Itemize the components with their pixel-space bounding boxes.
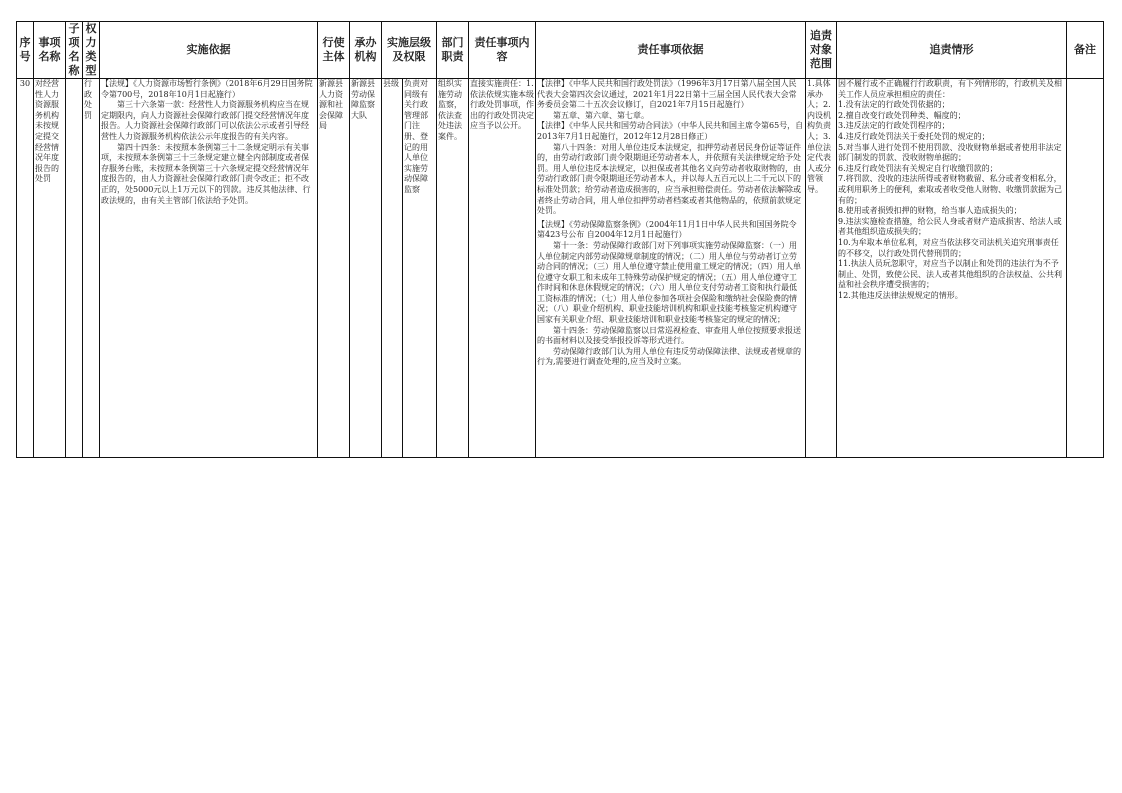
responsibility-table: [16, 21, 1104, 458]
circumstance-item: 9.违法实施检查措施，给公民人身或者财产造成损害、给法人或者其他组织造成损失的；: [838, 216, 1062, 237]
circumstance-item: 3.违反法定的行政处罚程序的；: [838, 121, 950, 131]
header-duty: 部门职责: [437, 22, 469, 79]
header-content: 责任事项内容: [469, 22, 536, 79]
cell-scope: 1.具体承办人；2.内设机构负责人；3.单位法定代表人或分管领导。: [806, 79, 837, 458]
cell-duty: 组织实施劳动监察，依法查处违法案件。: [437, 79, 469, 458]
cell-resp-basis: [536, 79, 806, 458]
cell-remark: [1067, 79, 1104, 458]
header-sub-item: 子项名称: [66, 22, 83, 79]
basis-article-44: 第四十四条：未按照本条例第三十二条规定明示有关事项，未按照本条例第三十三条规定建立健全内部制度或者保存服务台账，未按照本条例第三十六条规定提交经营情况年度报告的，由人力资源社会保障行政部门责令改正；拒不改正的，处5000元以上1万元以下的罚款。违反其他法律、行政法规的，由有关主管部门依法给予处罚。: [101, 142, 311, 205]
header-circumstances: 追责情形: [837, 22, 1067, 79]
header-agency: 承办机构: [350, 22, 382, 79]
header-subject: 行使主体: [318, 22, 350, 79]
circumstance-item: 4.违反行政处罚法关于委托处罚的规定的；: [838, 131, 990, 141]
cell-circumstances: [837, 79, 1067, 458]
cell-level: [382, 79, 437, 458]
resp-basis-law-2: 【法律】《中华人民共和国劳动合同法》（中华人民共和国主席令第65号，自2013年7月1日起施行，2012年12月28日修正）: [537, 121, 804, 141]
cell-sub-item: [66, 79, 83, 458]
header-basis: 实施依据: [100, 22, 318, 79]
cell-agency: 新源县劳动保障监察大队: [350, 79, 382, 458]
circumstance-item: 8.使用或者损毁扣押的财物，给当事人造成损失的；: [838, 206, 1022, 216]
resp-basis-article-84: 第八十四条：对用人单位违反本法规定，扣押劳动者居民身份证等证件的，由劳动行政部门责令限期退还劳动者本人，并依照有关法律规定给予处罚。用人单位违反本法规定，以担保或者其他名义向劳动者收取财物的，由劳动行政部门责令限期退还劳动者本人，并以每人五百元以上二千元以下的标准处罚款；给劳动者造成损害的，应当承担赔偿责任。劳动者依法解除或者终止劳动合同，用人单位扣押劳动者档案或者其他物品的，依照前款规定处罚。: [537, 142, 801, 216]
circumstance-item: 6.违反行政处罚法有关规定自行收缴罚款的；: [838, 163, 998, 173]
header-remark: 备注: [1067, 22, 1104, 79]
basis-article-36: 第三十六条第一款：经营性人力资源服务机构应当在规定期限内，向人力资源社会保障行政部门提交经营情况年度报告。人力资源社会保障行政部门可以依法公示或者引导经营性人力资源服务机构依法公示年度报告的有关内容。: [101, 100, 309, 141]
header-item-name: 事项名称: [34, 22, 66, 79]
circumstance-item: 10.为牟取本单位私利，对应当依法移交司法机关追究刑事责任的不移交，以行政处罚代替刑罚的；: [838, 237, 1059, 258]
resp-basis-filing: 劳动保障行政部门认为用人单位有违反劳动保障法律、法规或者规章的行为,需要进行调查处理的,应当及时立案。: [537, 346, 801, 367]
cell-basis: [100, 79, 318, 458]
cell-subject: 新源县人力资源和社会保障局: [318, 79, 350, 458]
resp-basis-law-1: 【法律】《中华人民共和国行政处罚法》（1996年3月17日第八届全国人民代表大会第四次会议通过，2021年1月22日第十三届全国人民代表大会常务委员会第二十五次会议修订，自2021年7月15日起施行）: [537, 79, 797, 110]
header-seq: 序号: [17, 22, 34, 79]
header-resp-basis: 责任事项依据: [536, 22, 806, 79]
cell-content: 直接实施责任：1.依法依规实施本级行政处罚事项，作出的行政处罚决定应当予以公开。: [469, 79, 536, 458]
circumstance-item: 1.没有法定的行政处罚依据的；: [838, 100, 950, 110]
level-duty: 负责对同级有关行政管理部门注册、登记的用人单位实施劳动保障监察: [404, 79, 428, 194]
resp-basis-article-14: 第十四条：劳动保障监察以日常巡视检查、审查用人单位按照要求报送的书面材料以及接受举报投诉等形式进行。: [537, 325, 801, 346]
circumstance-item: 11.执法人员玩忽职守，对应当予以制止和处罚的违法行为不予制止、处罚，致使公民、法人或者其他组织的合法权益、公共利益和社会秩序遭受损害的；: [838, 259, 1062, 290]
resp-basis-article-11: 第十一条：劳动保障行政部门对下列事项实施劳动保障监察：（一）用人单位制定内部劳动保障规章制度的情况；（二）用人单位与劳动者订立劳动合同的情况；（三）用人单位遵守禁止使用童工规定的情况；（四）用人单位遵守女职工和未成年工特殊劳动保护规定的情况；（五）用人单位遵守工作时间和休息休假规定的情况；（六）用人单位支付劳动者工资和执行最低工资标准的情况；（七）用人单位参加各项社会保险和缴纳社会保险费的情况；（八）职业介绍机构、职业技能培训机构和职业技能考核鉴定机构遵守国家有关职业介绍、职业技能培训和职业技能考核鉴定的规定的情况；: [537, 240, 801, 325]
circumstance-item: 2.擅自改变行政处罚种类、幅度的；: [838, 110, 966, 120]
basis-title: 【法规】《人力资源市场暂行条例》（2018年6月29日国务院令第700号，2018年10月1日起施行）: [101, 79, 313, 99]
resp-basis-regulation: 【法规】《劳动保障监察条例》（2004年11月1日中华人民共和国国务院令第423号公布 自2004年12月1日起施行）: [537, 219, 797, 240]
circumstance-item: 7.将罚款、没收的违法所得或者财物截留、私分或者变相私分，或利用职务上的便利，索取或者收受他人财物、收缴罚款据为己有的；: [838, 174, 1062, 205]
header-scope: 追责对象范围: [806, 22, 837, 79]
circumstance-item: 12.其他违反法律法规规定的情形。: [838, 290, 963, 300]
header-row: [17, 22, 1104, 79]
resp-basis-chapters: 第五章、第六章、第七章。: [553, 110, 649, 120]
circumstance-intro: 因不履行或不正确履行行政职责，有下列情形的，行政机关及相关工作人员应承担相应的责任：: [838, 79, 1062, 99]
circumstance-item: 5.对当事人进行处罚不使用罚款、没收财物单据或者使用非法定部门制发的罚款、没收财物单据的；: [838, 142, 1062, 163]
header-level: 实施层级及权限: [382, 22, 437, 79]
table-row: [17, 79, 1104, 458]
cell-seq: 30: [17, 79, 34, 458]
cell-item-name: 对经营性人力资源服务机构未按规定提交经营情况年度报告的处罚: [34, 79, 66, 458]
cell-power-type: 行政处罚: [83, 79, 100, 458]
level-value: 县级: [382, 79, 403, 457]
header-power-type: 权力类型: [83, 22, 100, 79]
